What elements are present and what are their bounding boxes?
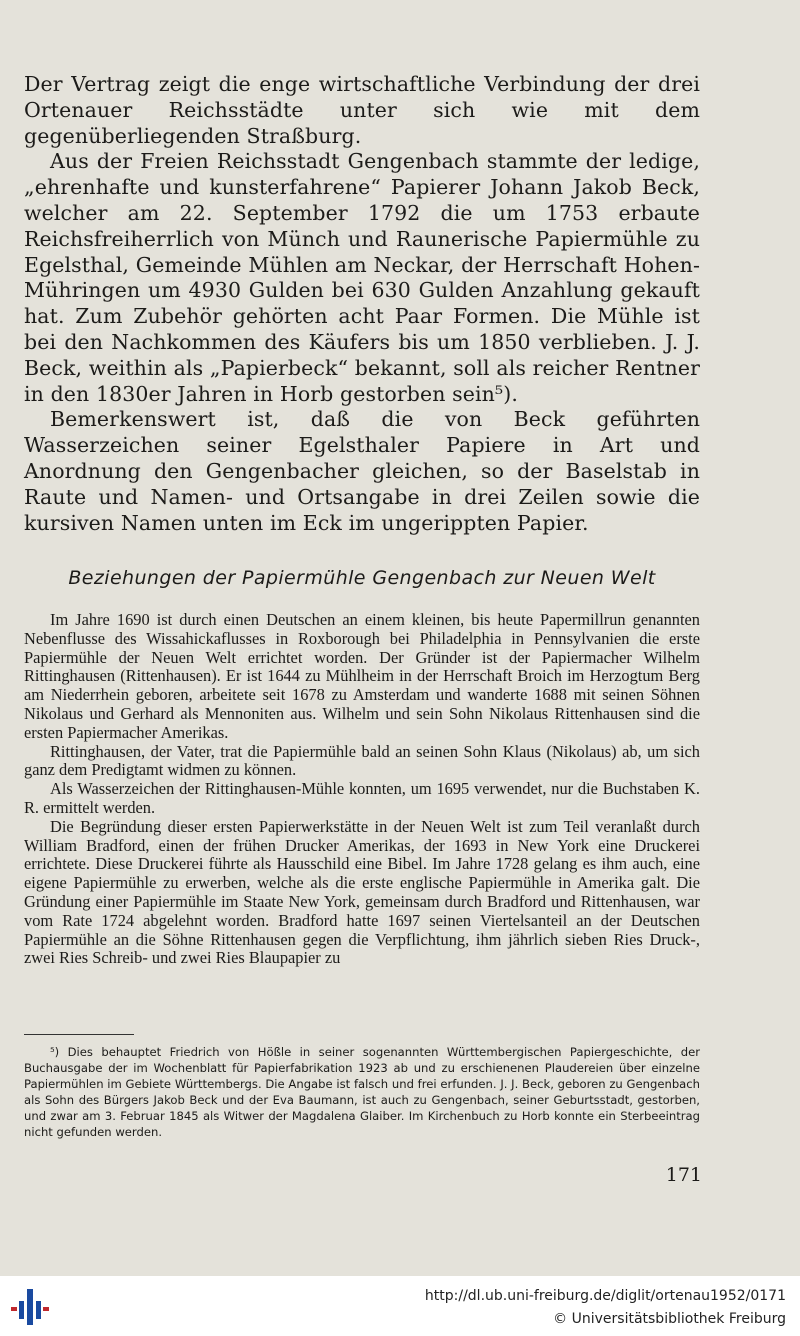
copyright-notice: © Universitätsbibliothek Freiburg bbox=[553, 1311, 786, 1327]
section-paragraph: Im Jahre 1690 ist durch einen Deutschen an einem kleinen, bis heute Papermillrun genannten Nebenflusse des Wissahickaflusses in Roxborough bei Philadelphia in Pennsylvanien die erste Papiermühle der Neuen Welt errichtet worden. Der Gründer ist der Papiermacher Wilhelm Rittinghausen (Rittenhausen). Er ist 1644 zu Mühlheim in der Herrschaft Broich im Herzogtum Berg am Niederrhein geboren, arbeitete seit 1678 zu Amsterdam und wanderte 1688 mit seinen Söhnen Nikolaus und Gerhard als Mennoniten aus. Wilhelm und sein Sohn Nikolaus Rittenhausen sind die ersten Papiermacher Amerikas. bbox=[24, 610, 700, 742]
section-paragraph: Als Wasserzeichen der Rittinghausen-Mühle konnten, um 1695 verwendet, nur die Buchstaben K. R. ermittelt werden. bbox=[24, 779, 700, 817]
section-paragraph: Die Begründung dieser ersten Papierwerkstätte in der Neuen Welt ist zum Teil veranlaßt durch William Bradford, einen der frühen Drucker Amerikas, der 1693 in New York eine Druckerei errichtete. Diese Druckerei führte als Hausschild eine Bibel. Im Jahre 1728 gelang es ihm auch, eine eigene Papiermühle zu erwerben, welche als die erste englische Papiermühle in Amerika galt. Die Gründung einer Papiermühle im Staate New York, gemeinsam durch Bradford und Rittenhausen, war vom Rate 1724 abgelehnt worden. Bradford hatte 1697 seinen Viertelsanteil an der Deutschen Papiermühle an die Söhne Rittenhausen gegen die Verpflichtung, ihm jährlich sieben Ries Druck-, zwei Ries Schreib- und zwei Ries Blaupapier zu bbox=[24, 816, 700, 968]
permalink[interactable]: http://dl.ub.uni-freiburg.de/diglit/ortenau1952/0171 bbox=[424, 1288, 786, 1304]
footnote: ⁵) Dies behauptet Friedrich von Hößle in seiner sogenannten Württembergischen Papiergeschichte, der Buchausgabe der im Wochenblatt für Papierfabrikation 1923 ab und zu erschienenen Plaudereien über einzelne Papiermühlen im Gebiete Württembergs. Die Angabe ist falsch und frei erfunden. J. J. Beck, geboren zu Gengenbach als Sohn des Bürgers Jakob Beck und der Eva Baumann, ist auch zu Gengenbach, seiner Geburtsstadt, gestorben, und zwar am 3. Februar 1845 als Witwer der Magdalena Glaiber. Im Kirchenbuch zu Horb konnte ein Sterbeeintrag nicht gefunden werden. bbox=[24, 1045, 700, 1140]
paragraph: Aus der Freien Reichsstadt Gengenbach stammte der ledige, „ehrenhafte und kunsterfahrene“ Papierer Johann Jakob Beck, welcher am 22. September 1792 die um 1753 erbaute Reichsfreiherrlich von Münch und Raunerische Papiermühle zu Egelsthal, Gemeinde Mühlen am Neckar, der Herrschaft Hohen-Mühringen um 4930 Gulden bei 630 Gulden Anzahlung gekauft hat. Zum Zubehör gehörten acht Paar Formen. Die Mühle ist bei den Nachkommen des Käufers bis um 1850 verblieben. J. J. Beck, weithin als „Papierbeck“ bekannt, soll als reicher Rentner in den 1830er Jahren in Horb gestorben sein⁵). bbox=[24, 149, 700, 406]
section-body bbox=[24, 611, 700, 968]
main-text bbox=[24, 72, 700, 536]
viewer-footer bbox=[0, 1276, 800, 1336]
footnotes bbox=[24, 1044, 700, 1141]
paragraph: Bemerkenswert ist, daß die von Beck geführten Wasserzeichen seiner Egelsthaler Papiere in Art und Anordnung den Gengenbacher gleichen, so der Baselstab in Raute und Namen- und Ortsangabe in drei Zeilen sowie die kursiven Namen unten im Eck im ungerippten Papier. bbox=[24, 407, 700, 535]
section-paragraph: Rittinghausen, der Vater, trat die Papiermühle bald an seinen Sohn Klaus (Nikolaus) ab, um sich ganz dem Predigtamt widmen zu können. bbox=[24, 741, 700, 780]
paragraph: Der Vertrag zeigt die enge wirtschaftliche Verbindung der drei Ortenauer Reichsstädte unter sich wie mit dem gegenüberliegenden Straßburg. bbox=[24, 72, 700, 148]
library-logo-icon bbox=[10, 1287, 50, 1327]
footnote-divider bbox=[24, 1034, 134, 1035]
section-heading: Beziehungen der Papiermühle Gengenbach zur Neuen Welt bbox=[68, 567, 656, 589]
page-number: 171 bbox=[665, 1164, 702, 1186]
